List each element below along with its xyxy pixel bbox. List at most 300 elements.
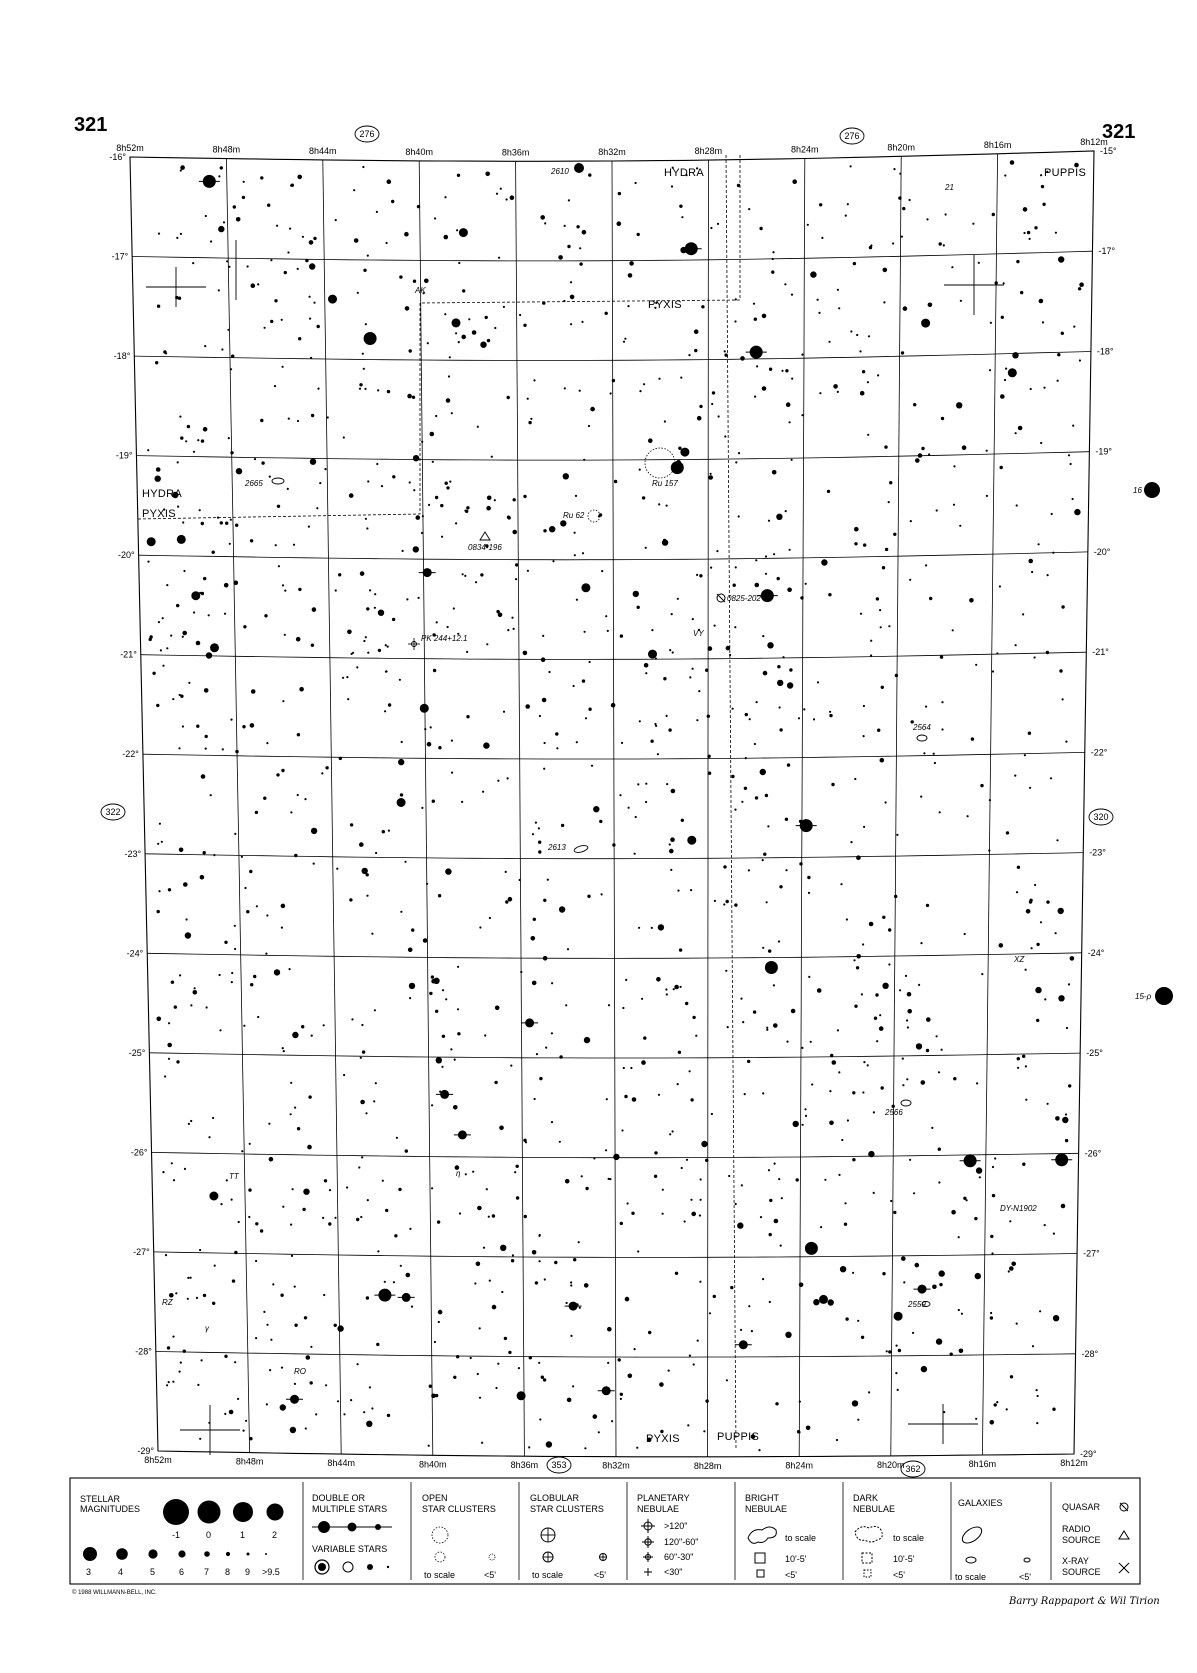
star [986,495,988,497]
star [695,1035,697,1037]
star [854,527,859,532]
star [409,349,412,352]
star [218,289,220,291]
star [477,1373,479,1375]
star [449,356,451,358]
ra-tick-label-top: 8h20m [887,142,915,153]
adjacent-chart-refs [101,126,1113,1477]
star [990,1312,992,1314]
star [836,1439,838,1441]
star [852,1158,855,1161]
star [475,581,477,583]
star [193,451,195,453]
star [828,593,831,596]
star [274,299,277,302]
star [528,421,531,424]
star [292,1188,294,1190]
star [451,412,453,414]
star [465,510,468,513]
adjacent-chart-bottom-right[interactable]: 362 [905,1464,921,1474]
star [274,385,276,387]
star [618,1358,621,1361]
star [928,303,933,308]
star [808,892,810,894]
star [1032,1345,1034,1347]
ra-tick-label-top: 8h40m [405,146,433,157]
star [547,879,549,881]
star [514,1171,516,1173]
star [1037,1395,1039,1397]
star [837,1029,839,1031]
star [432,461,434,463]
star [728,1175,730,1177]
galaxy-2564-marker[interactable] [917,735,927,741]
star [290,1427,296,1433]
star [829,711,831,713]
star [388,703,391,706]
ra-labels-bottom [144,1455,1088,1471]
star [692,1016,695,1019]
star [734,626,736,628]
star [260,419,263,422]
dec-tick-label-left: -18° [113,351,131,362]
star [532,1250,537,1255]
star [958,1236,960,1238]
star [1062,698,1064,700]
star [838,1174,840,1176]
star [669,849,674,854]
ra-gridline [982,154,997,1455]
star [576,599,578,601]
galaxy-2613-marker[interactable] [573,844,588,853]
margin-star-16[interactable] [1144,482,1160,498]
margin-star-15-rho[interactable] [1155,987,1173,1005]
star [220,521,223,524]
star [367,1199,369,1201]
star [161,841,163,843]
star [203,577,206,580]
star [819,1295,828,1304]
quasar-0825-202-marker[interactable] [717,594,725,602]
star [266,914,268,916]
object-label-gamma: γ [205,1324,209,1333]
star [1017,1067,1019,1069]
star [926,904,929,907]
star [712,391,715,394]
star [694,329,699,334]
star [366,1296,369,1299]
star [986,450,988,452]
star [174,1005,177,1008]
star [964,933,966,935]
radio-source-0834-196-marker[interactable] [480,532,490,540]
star [686,1159,688,1161]
star [884,445,887,448]
star [932,1285,937,1290]
dec-tick-label-left: -29° [137,1446,154,1456]
open-cluster-ru157-marker[interactable] [645,448,675,478]
star [1047,574,1049,576]
planetary-nebula-pk244-marker[interactable] [408,638,420,650]
star [570,1281,572,1283]
star [166,1384,168,1386]
star [359,842,364,847]
star [248,1188,251,1191]
star [786,402,791,407]
dec-tick-label-right: -26° [1084,1148,1102,1159]
star [363,1411,365,1413]
star [687,836,696,845]
planetary-nebula-2610-marker[interactable] [574,163,584,173]
star [249,1143,251,1145]
star [666,993,668,995]
ra-tick-label-top: 8h32m [598,147,626,157]
star [811,1083,813,1085]
star [821,559,827,565]
star [1055,1116,1060,1121]
star [590,407,595,412]
star [532,833,534,835]
star [554,1261,557,1264]
star [850,165,852,167]
star [873,1111,875,1113]
star [678,447,681,450]
star [659,1382,664,1387]
margin-stars [1133,482,1173,1005]
star [735,461,737,463]
star [867,381,869,383]
star [250,539,253,542]
star [703,1430,705,1432]
object-label-ak: AK [415,286,426,295]
star [508,897,513,902]
ra-tick-label-bottom: 8h32m [602,1460,630,1471]
star [672,651,674,653]
star [199,592,201,594]
star [350,1399,352,1401]
star [199,509,201,511]
star [830,1054,833,1057]
object-label-2564: 2564 [913,723,931,732]
star [183,882,188,887]
star [277,505,280,508]
star [515,578,517,580]
star [666,783,668,785]
star [579,1307,581,1309]
star [779,706,781,708]
star [857,1419,859,1421]
star [605,312,608,315]
ecliptic-crosses [146,240,1004,1455]
star [182,631,187,636]
star [737,184,740,187]
star [882,983,888,989]
star [319,482,321,484]
star [582,552,584,554]
star [188,1123,190,1125]
star [482,791,484,793]
star [206,1006,208,1008]
star [256,905,258,907]
star [920,942,922,944]
star [731,775,734,778]
svg-text:STELLAR: STELLAR [80,1494,121,1504]
star [221,348,223,350]
star [384,710,386,712]
star [587,895,590,898]
star [829,1121,834,1126]
star [406,598,408,600]
star [543,529,546,532]
star [915,458,920,463]
star [837,289,839,291]
star [673,988,675,990]
star [1023,232,1025,234]
star [677,598,679,600]
star [1070,463,1072,465]
star [870,654,872,656]
star [624,338,626,340]
star [796,1178,799,1181]
star [313,863,315,865]
star [769,368,772,371]
star [249,1437,252,1440]
star [939,811,941,813]
svg-text:BRIGHT: BRIGHT [745,1493,780,1503]
star [906,1019,908,1021]
star [996,652,998,654]
star [451,772,453,774]
star [901,236,903,238]
svg-text:120"-60": 120"-60" [664,1537,699,1547]
dec-labels-right [1080,146,1117,1459]
star [229,543,231,545]
star [173,1179,175,1181]
star [1068,983,1070,985]
star [928,453,930,455]
star [584,1447,586,1449]
star [723,903,725,905]
svg-text:NEBULAE: NEBULAE [637,1504,680,1514]
svg-text:<5': <5' [594,1570,606,1580]
star [742,1021,744,1023]
star [406,1273,411,1278]
adjacent-chart-right[interactable]: 320 [1093,812,1109,822]
star [534,1098,536,1100]
star [266,742,268,744]
star [317,325,320,328]
star [699,574,702,577]
star [172,698,174,700]
star [220,166,223,169]
star [505,871,507,873]
star [374,593,376,595]
star [445,482,448,485]
star [717,223,719,225]
galaxy-2665-marker[interactable] [272,478,284,484]
star [1073,326,1075,328]
star [156,704,159,707]
star [854,542,857,545]
star [953,504,955,506]
adjacent-chart-top-right[interactable]: 276 [844,131,860,141]
star [785,369,788,372]
star [366,527,368,529]
star [791,459,793,461]
adjacent-chart-top-left[interactable]: 276 [359,129,375,139]
dec-tick-label-left: -28° [135,1346,152,1357]
star [931,1127,933,1129]
star [158,233,160,235]
star [456,229,458,231]
star [828,1299,834,1305]
star [269,476,271,478]
star [1016,891,1018,893]
svg-text:10'-5': 10'-5' [893,1554,915,1564]
star [260,1229,263,1232]
star [411,928,414,931]
star [854,1005,857,1008]
adjacent-chart-left[interactable]: 322 [105,807,121,817]
star [637,1250,639,1252]
star [420,704,429,713]
star [507,629,509,631]
star [820,1226,822,1228]
ra-gridline [612,161,616,1457]
galaxy-2566-marker[interactable] [901,1100,911,1106]
star [680,247,686,253]
svg-text:to scale: to scale [785,1533,817,1543]
star [224,1355,227,1358]
star [766,1029,768,1031]
star [575,1303,578,1306]
star [1040,921,1042,923]
star [735,298,737,300]
constellation-label-puppis-north: PUPPIS [1044,167,1087,179]
star [888,625,890,627]
dec-tick-label-right: -21° [1092,647,1109,658]
star [753,1010,756,1013]
ra-gridline [226,159,249,1453]
star [234,925,236,927]
star [535,822,537,824]
star [747,1060,750,1063]
star [309,240,314,245]
star [327,416,329,418]
star [909,579,911,581]
star [147,449,149,451]
adjacent-chart-bottom[interactable]: 353 [551,1460,567,1470]
star [801,1047,803,1049]
star [203,1294,206,1297]
star [178,297,181,300]
star [769,1233,772,1236]
star [710,227,712,229]
star [166,647,168,649]
star [896,1345,898,1347]
star [290,1113,292,1115]
star [558,255,563,260]
star [274,969,280,975]
star [1012,352,1018,358]
star [1052,1408,1055,1411]
page-numbers [74,114,1135,143]
star [886,1350,888,1352]
star [799,862,802,865]
star [810,1041,812,1043]
star [306,1355,311,1360]
star [785,510,787,512]
star [1051,513,1053,515]
svg-text:10'-5': 10'-5' [785,1554,807,1564]
star [745,757,747,759]
star [354,238,359,243]
star [233,205,236,208]
star [921,1366,927,1372]
star [257,283,259,285]
dec-tick-label-right: -22° [1090,747,1108,758]
star [378,610,384,616]
star [775,1402,778,1405]
star [846,918,848,920]
legend-bright-nebulae [745,1493,816,1580]
star [224,941,227,944]
star [435,415,437,417]
star [452,318,461,327]
star [435,1010,438,1013]
star [192,262,194,264]
star [257,1016,259,1018]
star [484,1034,486,1036]
star [713,1295,716,1298]
star [1053,1233,1055,1235]
star [902,1084,904,1086]
star [1059,669,1062,672]
star [1017,866,1020,869]
star [572,1385,574,1387]
star [444,196,446,198]
star [309,296,311,298]
star [405,306,410,311]
star [990,1235,993,1238]
star [654,723,656,725]
star [754,743,756,745]
star [374,1009,376,1011]
star [208,1136,210,1138]
star [888,963,890,965]
star [936,1035,938,1037]
dec-tick-label-left: -17° [111,251,129,262]
star [179,974,181,976]
star [438,1310,443,1315]
star [898,196,901,199]
star [958,1309,960,1311]
star [792,179,797,184]
star [477,1206,482,1211]
star [272,1283,274,1285]
star [168,1022,170,1024]
star [212,1117,214,1119]
star [359,383,362,386]
star [1024,754,1026,756]
star [567,948,569,950]
star [925,706,927,708]
star [176,237,178,239]
star [431,1104,433,1106]
star [470,1357,472,1359]
star [978,262,980,264]
star [689,1355,691,1357]
